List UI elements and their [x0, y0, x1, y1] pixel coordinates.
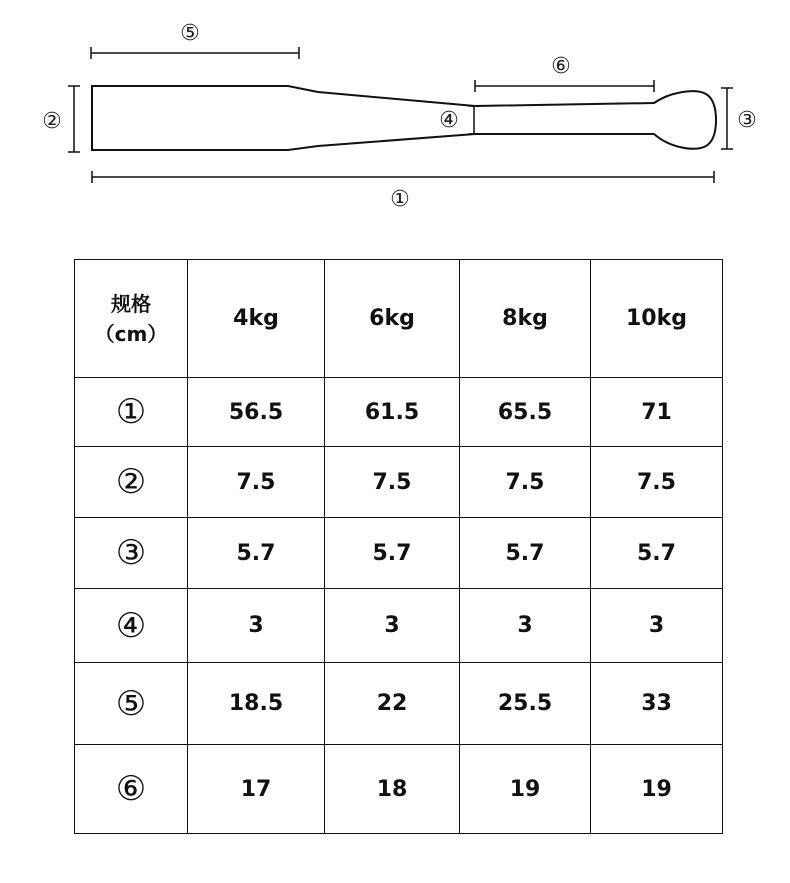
column-header-10kg: 10kg	[591, 260, 723, 378]
table-row	[75, 447, 723, 518]
table-cell: 19	[591, 745, 723, 834]
table-cell: 18	[325, 745, 460, 834]
table-cell: 22	[325, 663, 460, 745]
dimension-neck-height	[439, 106, 480, 134]
club-outline-diagram	[0, 0, 790, 230]
table-row	[75, 663, 723, 745]
column-header-4kg: 4kg	[188, 260, 325, 378]
table-cell: 5.7	[591, 518, 723, 589]
table-cell: 18.5	[188, 663, 325, 745]
table-cell: 7.5	[188, 447, 325, 518]
spec-label-cell	[75, 260, 188, 378]
table-cell: 33	[591, 663, 723, 745]
spec-label-line2: （cm）	[94, 321, 168, 346]
dimension-neck-length	[475, 54, 654, 92]
table-cell: 5.7	[188, 518, 325, 589]
table-cell: 61.5	[325, 378, 460, 447]
row-marker: ③	[75, 518, 188, 589]
table-row	[75, 378, 723, 447]
marker-neck-height: ④	[439, 108, 459, 133]
dimension-handle-length	[91, 21, 299, 59]
marker-handle-length: ⑤	[180, 21, 200, 46]
dimension-handle-end-height	[42, 86, 80, 152]
size-spec-table	[74, 259, 723, 834]
table-cell: 7.5	[591, 447, 723, 518]
spec-label-line1: 规格	[111, 291, 151, 316]
marker-handle-end-height: ②	[42, 109, 62, 134]
column-header-8kg: 8kg	[460, 260, 591, 378]
table-header-row	[75, 260, 723, 378]
table-row	[75, 518, 723, 589]
table-row	[75, 745, 723, 834]
table-cell: 19	[460, 745, 591, 834]
marker-overall-length: ①	[390, 187, 410, 212]
table-cell: 25.5	[460, 663, 591, 745]
dimension-overall-length	[92, 171, 714, 212]
table-cell: 3	[460, 589, 591, 663]
club-outline	[92, 86, 716, 150]
table-cell: 5.7	[325, 518, 460, 589]
row-marker: ⑤	[75, 663, 188, 745]
row-marker: ①	[75, 378, 188, 447]
table-cell: 65.5	[460, 378, 591, 447]
row-marker: ②	[75, 447, 188, 518]
dimension-head-height	[721, 88, 757, 149]
table-cell: 7.5	[325, 447, 460, 518]
table-cell: 3	[325, 589, 460, 663]
table-cell: 5.7	[460, 518, 591, 589]
table-cell: 3	[591, 589, 723, 663]
table-cell: 71	[591, 378, 723, 447]
row-marker: ⑥	[75, 745, 188, 834]
marker-head-height: ③	[737, 108, 757, 133]
table-cell: 7.5	[460, 447, 591, 518]
marker-neck-length: ⑥	[551, 54, 571, 79]
table-cell: 3	[188, 589, 325, 663]
column-header-6kg: 6kg	[325, 260, 460, 378]
table-cell: 56.5	[188, 378, 325, 447]
table-row	[75, 589, 723, 663]
table-cell: 17	[188, 745, 325, 834]
row-marker: ④	[75, 589, 188, 663]
